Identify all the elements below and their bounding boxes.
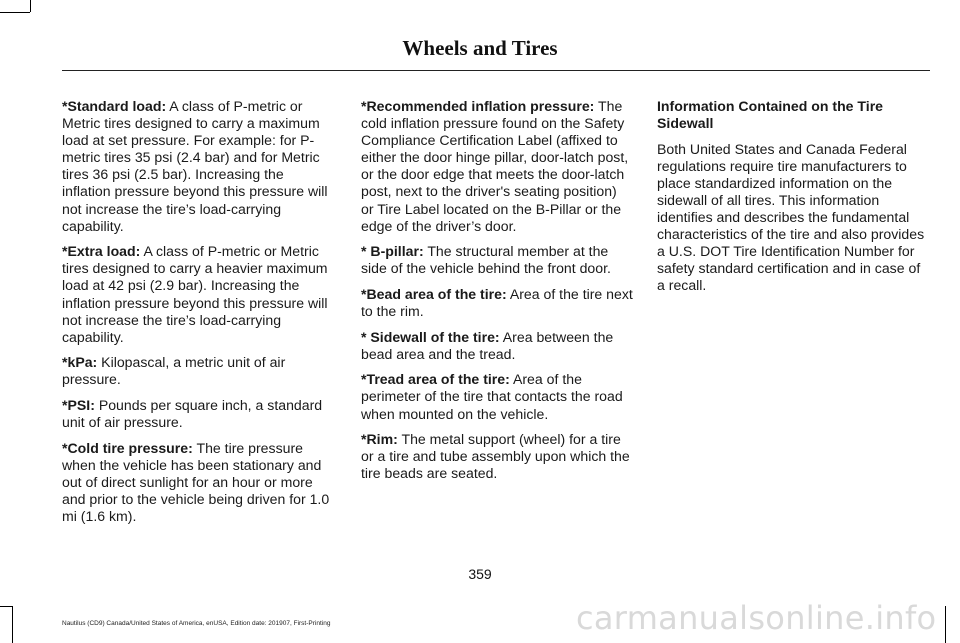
- definition-cold-tire-pressure: [62, 440, 334, 525]
- definition-bead-area: [361, 286, 633, 320]
- column-middle: [361, 98, 633, 491]
- definition-text: Kilopascal, a metric unit of air pressure.: [62, 354, 286, 388]
- watermark: carmanualsonline.info: [576, 599, 937, 637]
- definition-term: *Cold tire pressure:: [62, 439, 193, 456]
- column-right: [657, 98, 929, 303]
- definition-text: A class of P-metric or Metric tires designed to carry a heavier maximum load at 42 psi (2.9 bar). Increasing the inflation pressure beyond this pressure will not increase the tire’s load-carrying capability.: [62, 243, 328, 345]
- definition-term: * Sidewall of the tire:: [361, 328, 500, 345]
- crop-mark: [0, 606, 12, 607]
- definition-term: *Bead area of the tire:: [361, 285, 507, 302]
- crop-mark: [945, 606, 946, 643]
- definition-recommended-inflation-pressure: [361, 98, 633, 235]
- definition-text: The metal support (wheel) for a tire or a tire and tube assembly upon which the tire beads are seated.: [361, 431, 630, 482]
- definition-term: *Recommended inflation pressure:: [361, 98, 595, 114]
- definition-text: Pounds per square inch, a standard unit of air pressure.: [62, 397, 323, 431]
- definition-term: *Rim:: [361, 431, 398, 448]
- definition-text: The cold inflation pressure found on the Safety Compliance Certification Label (affixed to either the door hinge pillar, door-latch post, or the door edge that meets the door-latch post, next to the driver's seating position) or Tire Label located on the B-Pillar or the edge of the driver’s door.: [361, 98, 629, 234]
- definition-text: The structural member at the side of the vehicle behind the front door.: [361, 243, 611, 277]
- definition-text: A class of P-metric or Metric tires designed to carry a maximum load at set pressure. For example: for P-metric tires 35 psi (2.4 bar) and for Metric tires 36 psi (2.5 bar). Increasing the inflation pressure beyond this pressure will not increase the tire’s load-carrying capability.: [62, 98, 328, 234]
- crop-mark: [0, 12, 30, 13]
- definition-term: * B-pillar:: [361, 243, 424, 260]
- page-title: Wheels and Tires: [402, 36, 558, 60]
- definition-kpa: [62, 354, 334, 388]
- definition-extra-load: [62, 243, 334, 346]
- definition-tread-area: [361, 371, 633, 422]
- definition-term: *kPa:: [62, 354, 98, 371]
- section-paragraph: Both United States and Canada Federal regulations require tire manufacturers to place standardized information on the sidewall of all tires. This information identifies and describes the fundamental characteristics of the tire and also provides a U.S. DOT Tire Identification Number for safety standard certification and in case of a recall.: [657, 140, 925, 294]
- definition-sidewall: [361, 329, 633, 363]
- definition-standard-load: [62, 98, 334, 235]
- edition-footer: Nautilus (CD9) Canada/United States of America, enUSA, Edition date: 201907, First-Printing: [62, 620, 331, 627]
- definition-term: *Tread area of the tire:: [361, 371, 510, 388]
- definition-term: *PSI:: [62, 397, 95, 413]
- definition-b-pillar: [361, 243, 633, 277]
- column-left: [62, 98, 334, 534]
- section-heading: Information Contained on the Tire Sidewall: [657, 98, 884, 132]
- definition-psi: [62, 397, 334, 431]
- definition-text: Area of the perimeter of the tire that contacts the road when mounted on the vehicle.: [361, 371, 623, 422]
- page-number: 359: [468, 566, 492, 582]
- definition-term: *Standard load:: [62, 98, 167, 114]
- definition-text: Area of the tire next to the rim.: [361, 285, 633, 320]
- definition-text: The tire pressure when the vehicle has been stationary and out of direct sunlight for an hour or more and prior to the vehicle being driven for 1.0 mi (1.6 km).: [62, 439, 330, 525]
- definition-rim: [361, 431, 633, 482]
- definition-term: *Extra load:: [62, 243, 141, 260]
- definition-text: Area between the bead area and the tread.: [361, 328, 614, 362]
- crop-mark: [12, 606, 13, 643]
- crop-mark: [30, 0, 31, 12]
- header-divider: [62, 70, 930, 71]
